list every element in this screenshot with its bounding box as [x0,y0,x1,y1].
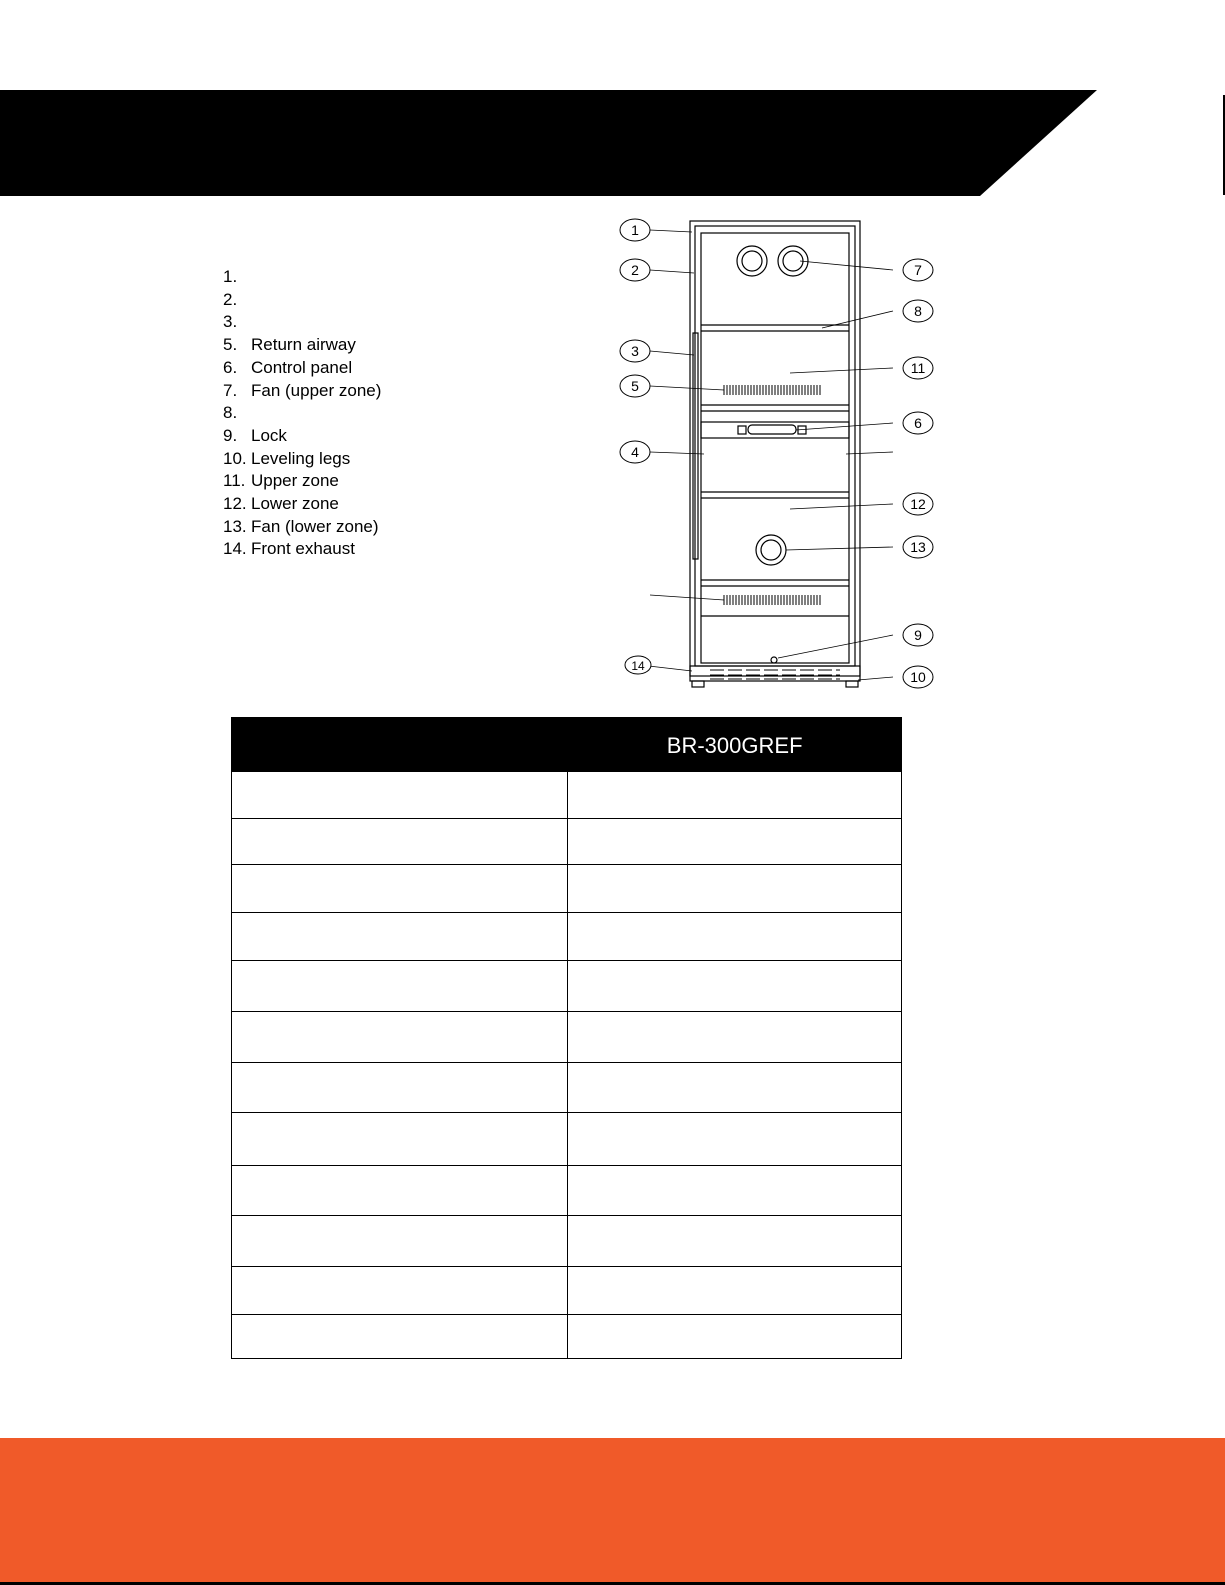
callout-label: 13 [910,539,926,555]
spec-value-cell [568,1166,902,1216]
callout-7 [903,259,933,281]
spec-value-cell [568,1012,902,1063]
callout-9 [903,624,933,646]
part-number: 5. [223,335,238,355]
part-label: Front exhaust [251,539,355,559]
parts-list [223,266,381,561]
spec-value-cell [568,913,902,961]
spec-label-cell [232,913,568,961]
callout-5 [620,375,650,397]
spec-row [232,961,902,1012]
callout-3 [620,340,650,362]
callout-label: 1 [631,222,639,238]
spec-label-cell [232,1012,568,1063]
callout-label: 12 [910,496,926,512]
spec-value-cell [568,865,902,913]
part-label: Lower zone [251,494,339,514]
part-item [223,448,381,471]
part-item [223,357,381,380]
callout-10 [903,666,933,688]
callout-1 [620,219,650,241]
callout-11 [903,357,933,379]
part-item [223,289,381,312]
part-label: Return airway [251,335,356,355]
spec-value-cell [568,819,902,865]
spec-label-cell [232,1315,568,1359]
part-number: 8. [223,403,238,423]
footer-band [0,1438,1225,1583]
spec-value-cell [568,1267,902,1315]
spec-value-cell [568,1315,902,1359]
part-number: 1. [223,267,238,286]
spec-row [232,1166,902,1216]
part-item [223,402,381,425]
callout-label: 10 [910,669,926,685]
callout-label: 3 [631,343,639,359]
callout-14 [625,656,651,674]
spec-table [231,717,902,1359]
part-item [223,334,381,357]
part-label: Leveling legs [251,448,351,468]
part-number: 12. [223,494,247,514]
part-item [223,311,381,334]
spec-row [232,1012,902,1063]
part-number: 11. [223,471,246,491]
spec-label-cell [232,819,568,865]
spec-label-cell [232,1113,568,1166]
part-item [223,425,381,448]
spec-label-cell [232,961,568,1012]
spec-row [232,772,902,819]
part-label: Fan (upper zone) [251,380,382,400]
part-number: 14. [223,539,247,559]
part-number: 9. [223,425,238,445]
spec-label-cell [232,1063,568,1113]
part-number: 2. [223,289,238,309]
part-number: 7. [223,380,238,400]
spec-row [232,1315,902,1359]
part-label: Upper zone [251,471,339,491]
part-label: Fan (lower zone) [251,516,379,536]
spec-value-cell [568,1063,902,1113]
callout-label: 9 [914,627,922,643]
spec-label-cell [232,1166,568,1216]
part-number: 10. [223,448,247,468]
callout-8 [903,300,933,322]
spec-row [232,1113,902,1166]
callout-label: 7 [914,262,922,278]
spec-row [232,913,902,961]
part-item [223,493,381,516]
callout-label: 14 [631,659,645,673]
callout-label: 6 [914,415,922,431]
part-label: Lock [251,425,287,445]
part-item [223,516,381,539]
header-band [0,90,1100,196]
spec-table-header-label [232,718,568,772]
spec-row [232,1216,902,1267]
product-diagram [610,205,950,705]
spec-value-cell [568,1216,902,1267]
spec-row [232,865,902,913]
callout-label: 5 [631,378,639,394]
spec-row [232,1267,902,1315]
spec-value-cell [568,1113,902,1166]
cabinet-outline [690,221,860,676]
spec-label-cell [232,865,568,913]
diagram-callouts [620,219,933,688]
spec-label-cell [232,1267,568,1315]
spec-label-cell [232,772,568,819]
callout-13 [903,536,933,558]
callout-12 [903,493,933,515]
lock [771,657,777,663]
part-item [223,538,381,561]
part-number: 3. [223,312,238,332]
callout-4 [620,441,650,463]
part-item [223,470,381,493]
part-number: 13. [223,516,247,536]
part-item [223,380,381,403]
spec-label-cell [232,1216,568,1267]
part-item [223,266,381,289]
spec-row [232,819,902,865]
callout-label: 2 [631,262,639,278]
part-number: 6. [223,357,238,377]
spec-row [232,1063,902,1113]
spec-value-cell [568,961,902,1012]
callout-label: 8 [914,303,922,319]
part-label: Control panel [251,357,353,377]
callout-6 [903,412,933,434]
spec-table-header-model: BR-300GREF [568,718,902,772]
callout-label: 11 [910,360,926,376]
callout-2 [620,259,650,281]
callout-label: 4 [631,444,639,460]
spec-value-cell [568,772,902,819]
